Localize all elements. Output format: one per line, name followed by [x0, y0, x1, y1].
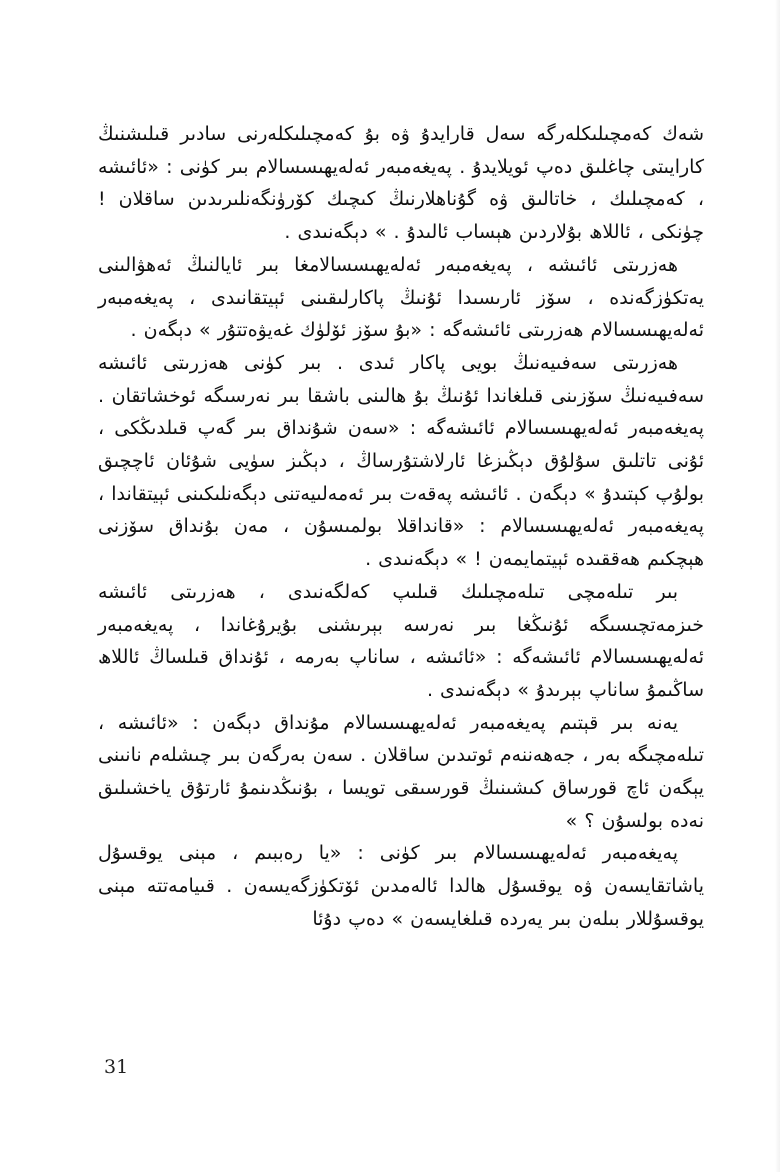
paragraph-6: پەيغەمبەر ئەلەيھىسسالام بىر كۈنى : «يا رەببىم ، مېنى يوقسۇل ياشاتقايسەن ۋە يوقسۇل ھالدا ئالەمدىن ئۆتكۈزگەيسەن . قىيامەتتە مېنى يوقسۇللار بىلەن بىر يەردە قىلغايسەن » دەپ دۇئا — [98, 842, 704, 930]
paragraph-2: ھەزرىتى ئائىشە ، پەيغەمبەر ئەلەيھىسسالامغا بىر ئايالنىڭ ئەھۋالىنى يەتكۈزگەندە ، سۆز ئارىسىدا ئۇنىڭ پاكارلىقىنى ئېيتقانىدى ، پەيغەمبەر ئەلەيھىسسالام ھەزرىتى ئائىشەگە : «بۇ سۆز ئۆلۈك غەيۋەتتۇر » دېگەن . — [98, 253, 704, 342]
paragraph-4: بىر تىلەمچى تىلەمچىلىك قىلىپ كەلگەنىدى ، ھەزرىتى ئائىشە خىزمەتچىسىگە ئۇنىڭغا بىر نەرسە بېرىشنى بۇيرۇغاندا ، پەيغەمبەر ئەلەيھىسسالام ئائىشەگە : «ئائىشە ، ساناپ بەرمە ، ئۇنداق قىلساڭ ئاللاھ ساڭىمۇ ساناپ بېرىدۇ » دېگەنىدى . — [98, 580, 704, 701]
page-edge-shadow — [775, 0, 780, 1172]
paragraph-5: يەنە بىر قېتىم پەيغەمبەر ئەلەيھىسسالام مۇنداق دېگەن : «ئائىشە ، تىلەمچىگە بەر ، جەھەننەم ئوتىدىن ساقلان . سەن بەرگەن بىر چىشلەم نانىنى يېگەن ئاچ قورساق كىشىنىڭ قورسىقى تويسا ، بۇنىڭدىنمۇ ئارتۇق ياخشىلىق نەدە بولسۇن ؟ » — [98, 711, 704, 832]
paragraph-1: شەك كەمچىلىكلەرگە سەل قارايدۇ ۋە بۇ كەمچىلىكلەرنى سادىر قىلىشنىڭ كارايىتى چاغلىق دەپ ئويلايدۇ . پەيغەمبەر ئەلەيھىسسالام بىر كۈنى : «ئائىشە ، كەمچىلىك ، خاتالىق ۋە گۇناھلارنىڭ كىچىك كۆرۈنگەنلىرىدىن ساقلان ! چۈنكى ، ئاللاھ بۇلاردىن ھېساب ئالىدۇ . » دېگەنىدى . — [98, 123, 704, 244]
main-text-block — [98, 118, 704, 1048]
page-number: 31 — [104, 1056, 129, 1078]
paragraph-3: ھەزرىتى سەفىيەنىڭ بويى پاكار ئىدى . بىر كۈنى ھەزرىتى ئائىشە سەفىيەنىڭ سۆزىنى قىلغاندا ئۇنىڭ بۇ ھالىنى باشقا بىر نەرسىگە ئوخشاتقان . پەيغەمبەر ئەلەيھىسسالام ئائىشەگە : «سەن شۇنداق بىر گەپ قىلدىڭكى ، ئۇنى تاتلىق سۇلۇق دېڭىزغا ئارلاشتۇرساڭ ، دېڭىز سۈيى شۇئان ئاچچىق بولۇپ كېتىدۇ » دېگەن . ئائىشە پەقەت بىر ئەمەلىيەتنى دېگەنلىكىنى ئېيتقاندا ، پەيغەمبەر ئەلەيھىسسالام : «قانداقلا بولمىسۇن ، مەن بۇنداق سۆزنى ھېچكىم ھەققىدە ئېيتمايمەن ! » دېگەنىدى . — [98, 351, 704, 571]
